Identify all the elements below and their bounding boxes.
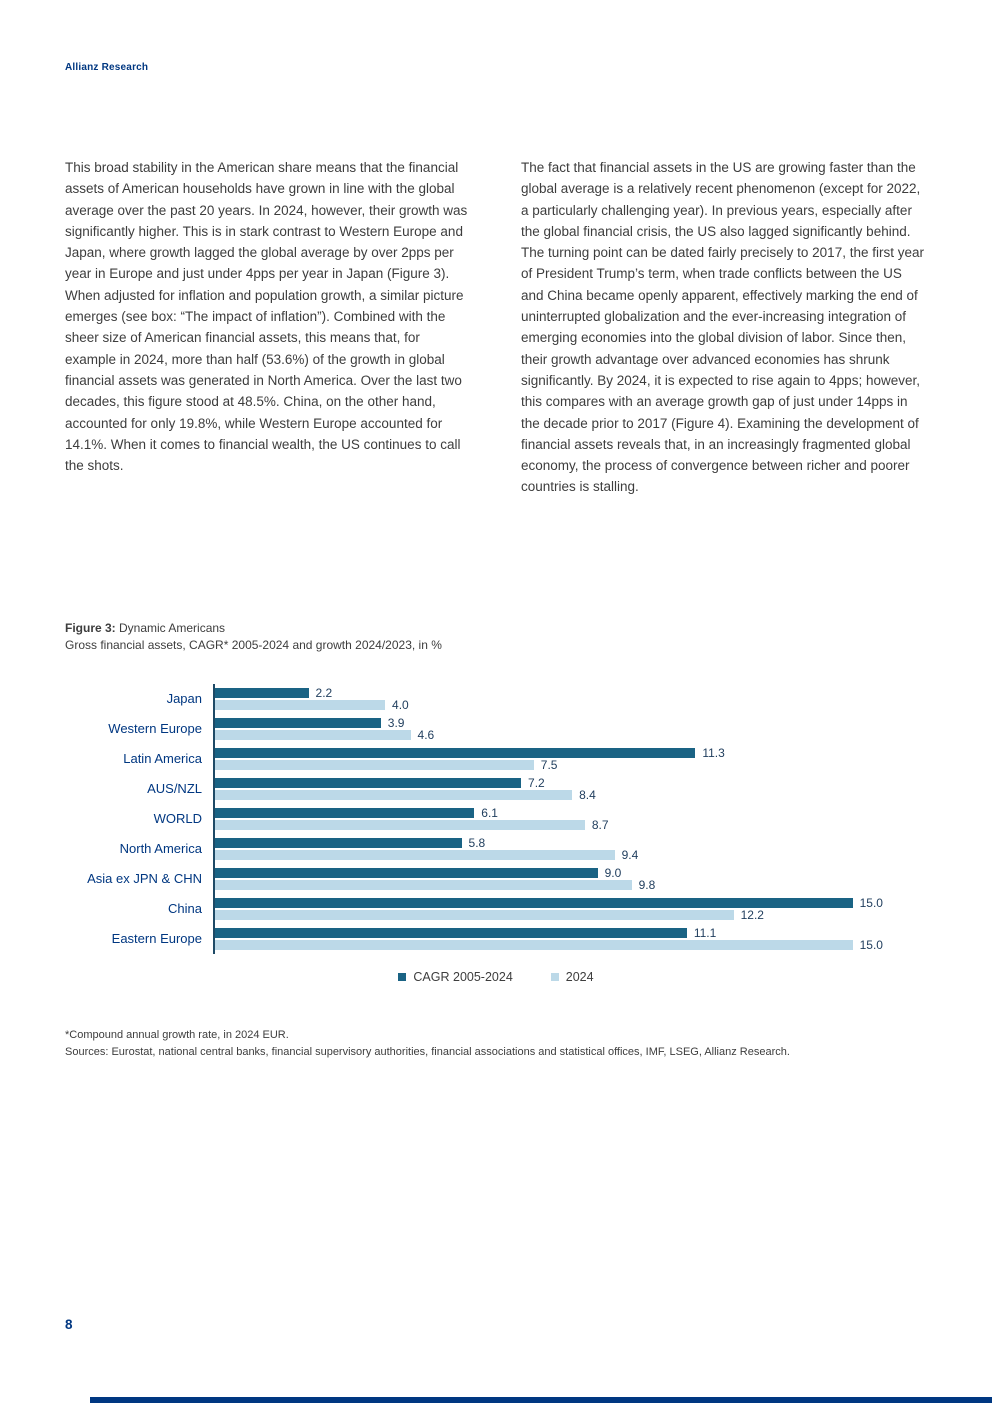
bar-cagr-2005-2024 (215, 928, 687, 938)
bar-group (213, 744, 893, 774)
bar-line (215, 898, 893, 908)
figure-label: Figure 3: (65, 621, 116, 635)
brand-header: Allianz Research (65, 62, 149, 73)
bar-value-label: 15.0 (859, 938, 883, 952)
bar-line (215, 700, 893, 710)
chart-row (65, 744, 927, 774)
bar-group (213, 804, 893, 834)
footnote-sources: Sources: Eurostat, national central banks, financial supervisory authorities, financial associations and statistical offices, IMF, LSEG, Allianz Research. (65, 1045, 790, 1058)
bar-group (213, 774, 893, 804)
bar-2024 (215, 820, 585, 830)
category-label: Latin America (123, 751, 202, 766)
bar-value-label: 9.0 (604, 866, 622, 880)
bar-value-label: 8.4 (579, 788, 596, 802)
bar-line (215, 790, 893, 800)
figure-caption (65, 620, 927, 654)
bar-line (215, 820, 893, 830)
bar-line (215, 688, 893, 698)
bar-line (215, 778, 893, 788)
bar-2024 (215, 850, 615, 860)
legend-item-cagr (398, 970, 512, 984)
bar-value-label: 4.6 (417, 728, 435, 742)
chart-row (65, 894, 927, 924)
bar-2024 (215, 910, 734, 920)
bar-value-label: 2.2 (315, 686, 333, 700)
footnote-asterisk: *Compound annual growth rate, in 2024 EUR. (65, 1029, 289, 1041)
bar-value-label: 8.7 (591, 818, 609, 832)
bar-2024 (215, 880, 632, 890)
bar-line (215, 748, 893, 758)
category-label: China (168, 901, 202, 916)
body-columns (65, 157, 927, 498)
category-label: Asia ex JPN & CHN (87, 871, 202, 886)
bar-value-label: 4.0 (392, 698, 409, 712)
category-label: AUS/NZL (147, 781, 202, 796)
chart-row (65, 684, 927, 714)
chart-row (65, 774, 927, 804)
page-number: 8 (65, 1317, 73, 1332)
legend-swatch-cagr-icon (398, 973, 406, 981)
bar-value-label: 7.2 (528, 776, 545, 790)
chart-row (65, 834, 927, 864)
bar-value-label: 3.9 (387, 716, 405, 730)
bar-2024 (215, 790, 572, 800)
bar-value-label: 6.1 (481, 806, 498, 820)
bar-2024 (215, 940, 853, 950)
bar-line (215, 910, 893, 920)
bar-2024 (215, 730, 411, 740)
bar-cagr-2005-2024 (215, 838, 462, 848)
bar-group (213, 924, 893, 954)
chart-row (65, 804, 927, 834)
category-label: North America (119, 841, 202, 856)
bar-group (213, 894, 893, 924)
category-label: Japan (166, 691, 202, 706)
bar-line (215, 838, 893, 848)
bar-2024 (215, 700, 385, 710)
bar-cagr-2005-2024 (215, 718, 381, 728)
body-text-right-column: The fact that financial assets in the US are growing faster than the global average is a relatively recent phenomenon (except for 2022, a particularly challenging year). In previous years, especially after the global financial crisis, the US also lagged significantly behind. The turning point can be dated fairly precisely to 2017, the first year of President Trump’s term, when trade conflicts between the US and China became openly apparent, effectively marking the end of uninterrupted globalization and the ever-increasing integration of emerging economies into the global division of labor. Since then, their growth advantage over advanced economies has shrunk significantly. By 2024, it is expected to rise again to 4pps; however, this compares with an average growth gap of just under 14pps in the decade prior to 2017 (Figure 4). Examining the development of financial assets reveals that, in an increasingly fragmented global economy, the process of convergence between richer and poorer countries is stalling. (521, 160, 924, 495)
bar-cagr-2005-2024 (215, 868, 598, 878)
chart-row (65, 714, 927, 744)
bar-line (215, 880, 893, 890)
bar-cagr-2005-2024 (215, 898, 853, 908)
bar-group (213, 864, 893, 894)
figure3-chart (65, 684, 927, 984)
category-label: Western Europe (108, 721, 202, 736)
bar-group (213, 684, 893, 714)
bar-group (213, 834, 893, 864)
figure-caption-title-line (65, 620, 927, 637)
bar-group (213, 714, 893, 744)
bar-line (215, 730, 893, 740)
bar-value-label: 12.2 (740, 908, 764, 922)
bar-value-label: 15.0 (859, 896, 883, 910)
bar-value-label: 9.4 (621, 848, 639, 862)
legend-label-cagr: CAGR 2005-2024 (413, 970, 513, 984)
bar-value-label: 11.1 (693, 926, 717, 940)
legend-label-2024: 2024 (565, 970, 594, 984)
chart-row (65, 864, 927, 894)
bar-cagr-2005-2024 (215, 748, 695, 758)
bar-line (215, 718, 893, 728)
bar-value-label: 11.3 (702, 746, 725, 760)
chart-plot-area (65, 684, 927, 954)
bar-line (215, 940, 893, 950)
bar-line (215, 850, 893, 860)
figure-footnotes (65, 1027, 945, 1060)
legend-item-2024 (551, 970, 594, 984)
bar-value-label: 5.8 (468, 836, 486, 850)
bar-line (215, 808, 893, 818)
chart-legend (65, 970, 927, 984)
figure-title: Dynamic Americans (115, 621, 226, 635)
figure-subtitle: Gross financial assets, CAGR* 2005-2024 and growth 2024/2023, in % (65, 638, 442, 652)
bar-value-label: 7.5 (540, 758, 558, 772)
chart-row (65, 924, 927, 954)
bar-2024 (215, 760, 534, 770)
bar-line (215, 928, 893, 938)
footer-accent-bar (90, 1397, 992, 1403)
bar-line (215, 868, 893, 878)
legend-swatch-2024-icon (551, 973, 559, 981)
bar-cagr-2005-2024 (215, 808, 474, 818)
category-label: WORLD (153, 811, 202, 826)
bar-cagr-2005-2024 (215, 778, 521, 788)
bar-cagr-2005-2024 (215, 688, 309, 698)
body-text-left-column: This broad stability in the American share means that the financial assets of American households have grown in line with the global average over the past 20 years. In 2024, however, their growth was significantly higher. This is in stark contrast to Western Europe and Japan, where growth lagged the global average by over 2pps per year in Europe and just under 4pps per year in Japan (Figure 3). When adjusted for inflation and population growth, a similar picture emerges (see box: “The impact of inflation”). Combined with the sheer size of American financial assets, this means that, for example in 2024, more than half (53.6%) of the growth in global financial assets was generated in North America. Over the last two decades, this figure stood at 48.5%. China, on the other hand, accounted for only 19.8%, while Western Europe accounted for 14.1%. When it comes to financial wealth, the US continues to call the shots. (65, 160, 468, 474)
category-label: Eastern Europe (111, 931, 202, 946)
bar-line (215, 760, 893, 770)
bar-value-label: 9.8 (638, 878, 656, 892)
